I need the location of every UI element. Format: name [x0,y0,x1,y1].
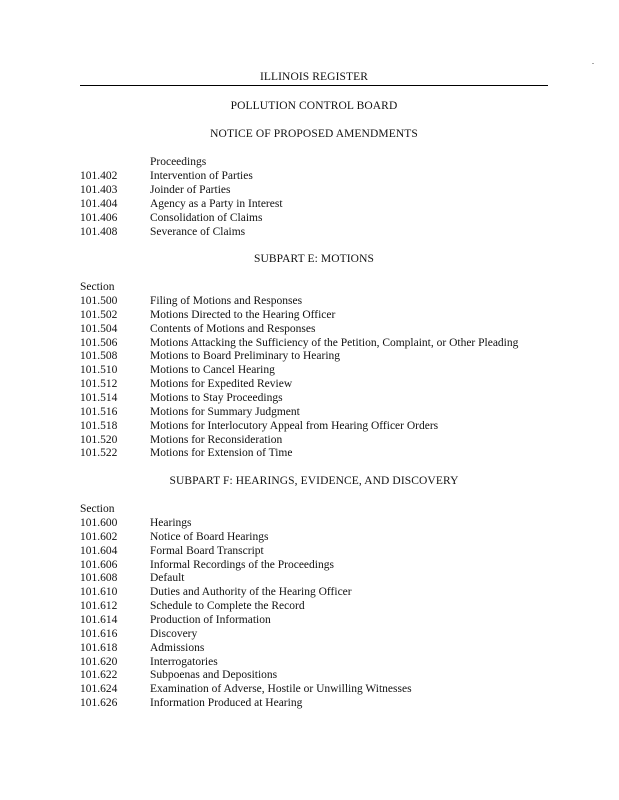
section-number: 101.408 [80,225,118,238]
register-title: ILLINOIS REGISTER [259,71,369,83]
section-title: Admissions [150,641,205,654]
section-number: 101.620 [80,655,118,668]
section-number: 101.520 [80,433,118,446]
section-number: 101.600 [80,517,118,529]
section-number: 101.618 [80,641,118,654]
section-number: 101.404 [80,197,118,210]
section-number: 101.500 [80,295,118,307]
section-title: Contents of Motions and Responses [150,322,316,335]
section-title: Duties and Authority of the Hearing Officer [150,586,352,599]
section-number: 101.604 [80,544,118,557]
section-title: Discovery [150,627,198,640]
section-title: Default [150,572,185,585]
section-title: Motions for Summary Judgment [150,405,300,418]
section-number: 101.402 [80,170,118,182]
section-number: 101.508 [80,350,118,363]
section-title: Intervention of Parties [150,170,253,182]
section-number: 101.608 [80,572,118,585]
section-number: 101.606 [80,558,118,571]
section-title: Consolidation of Claims [150,211,263,224]
header-rule [80,85,548,86]
section-title: Subpoenas and Depositions [150,669,278,682]
section-title: Motions Directed to the Hearing Officer [150,308,336,321]
section-number: 101.514 [80,391,118,404]
agency-name: POLLUTION CONTROL BOARD [230,100,398,112]
section-number: 101.510 [80,364,118,377]
section-title: Motions for Reconsideration [150,433,283,446]
section-title: Hearings [150,517,192,529]
section-number: 101.518 [80,419,118,432]
section-number: 101.406 [80,211,118,224]
section-title: Severance of Claims [150,225,246,238]
section-number: 101.506 [80,336,118,349]
section-number: 101.516 [80,405,118,418]
subpart-e-heading: SUBPART E: MOTIONS [254,253,374,265]
section-title: Interrogatories [150,655,218,668]
section-number: 101.624 [80,683,118,696]
section-title: Motions for Interlocutory Appeal from Hearing Officer Orders [150,419,439,432]
section-number: 101.504 [80,322,118,335]
corner-mark: . [592,57,594,66]
section-title: Motions to Stay Proceedings [150,391,283,404]
section-number: 101.616 [80,627,118,640]
document-page: . ILLINOIS REGISTER POLLUTION CONTROL BOARD NOTICE OF PROPOSED AMENDMENTS Proceedings 101.402 Intervention of Parties 101.403 Joinder of Parties 101.404 Agency as a Party in Interest 101.406 Consolidation of Claims 101.408 Severance of Claims SUBPART E: MOTIONS Section 101.500 Filing of Motions and Responses 101.502 Motions Directed to the Hearing Officer 101.504 Contents of Motions and Responses 101.506 Motions Attacking the Sufficiency of the Petition, Complaint, or Other Pleading 101.508 Motions to Board Preliminary to Hearing 101.510 Motions to Cancel Hearing 101.512 Motions for Expedited Review 101.514 Motions to Stay Proceedings 101.516 Motions for Summary Judgment 101.518 Motions for Interlocutory Appeal from Hearing Officer Orders 101.520 Motions for Reconsideration 101.522 Motions for Extension of Time SUBPART F: HEARINGS, EVIDENCE, AND DISCOVERY Section 101.600 Hearings 101.602 Notice of Board Hearings 101.604 Formal Board Transcript 101.606 Informal Recordings of the Proceedings 101.608 Default 101.610 Duties and Authority of the Hearing Officer 101.612 Schedule to Complete the Record 101.614 Production of Information 101.616 Discovery 101.618 Admissions 101.620 Interrogatories 101.622 Subpoenas and Depositions 101.624 Examination of Adverse, Hostile or Unwilling Witnesses 101.626 Information Produced at Hearing [80,57,594,710]
section-title: Production of Information [150,613,271,626]
section-number: 101.512 [80,378,118,391]
section-title: Formal Board Transcript [150,544,264,557]
section-title: Motions for Expedited Review [150,378,293,391]
section-title: Motions to Board Preliminary to Hearing [150,350,341,363]
section-title: Informal Recordings of the Proceedings [150,558,334,571]
section-title: Notice of Board Hearings [150,530,269,543]
section-number: 101.502 [80,308,118,321]
section-title: Motions Attacking the Sufficiency of the Petition, Complaint, or Other Pleading [150,336,519,349]
section-number: 101.622 [80,669,118,682]
section-title: Examination of Adverse, Hostile or Unwilling Witnesses [150,683,412,696]
section-number: 101.612 [80,600,118,613]
section-title: Motions for Extension of Time [150,447,293,460]
section-number: 101.522 [80,447,118,460]
section-number: 101.626 [80,697,118,710]
section-title: Information Produced at Hearing [150,697,303,710]
section-title: Schedule to Complete the Record [150,600,305,613]
subpart-f-heading: SUBPART F: HEARINGS, EVIDENCE, AND DISCOVERY [169,475,459,487]
section-number: 101.614 [80,613,118,626]
section-title: Joinder of Parties [150,183,231,196]
section-title: Filing of Motions and Responses [150,295,303,307]
notice-title: NOTICE OF PROPOSED AMENDMENTS [210,128,418,140]
section-title: Motions to Cancel Hearing [150,364,275,377]
section-number: 101.403 [80,183,118,196]
section-number: 101.610 [80,586,118,599]
section-number: 101.602 [80,530,118,543]
section-title: Agency as a Party in Interest [150,197,283,210]
